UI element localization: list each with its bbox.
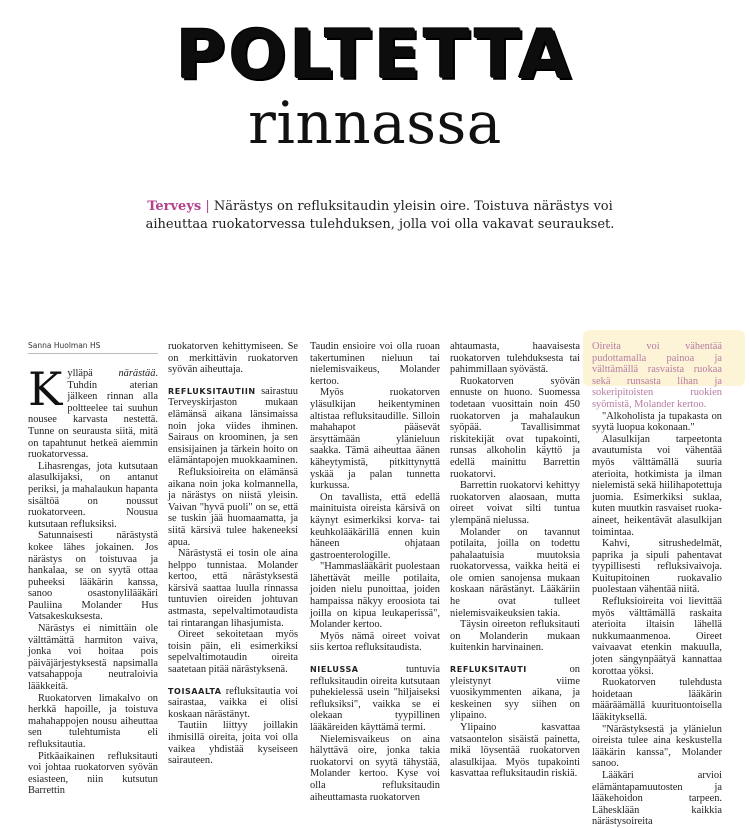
subheading: TOISAALTA bbox=[168, 686, 222, 696]
paragraph: Lihasrengas, jota kutsutaan alasulkijaksi, on antanut periksi, ja mahalaukun hapanta sisältöä on noussut ruokatorveen. Nousua kutsutaan refluksiksi. bbox=[28, 460, 158, 530]
paragraph: Nielemisvaikeus on aina hälyttävä oire, jonka takia ruokatorvi on syytä tähystää, Molander kertoo. Kyse voi olla refluksitaudin aiheuttamasta ruokatorven bbox=[310, 733, 440, 803]
lead-paragraph bbox=[120, 198, 640, 234]
headline-top-text: POLTETTA bbox=[175, 16, 575, 95]
text-run: sairastuu Terveyskirjaston mukaan elämänsä aikana länsimaissa noin joka viides ihminen. Sairaus on kroominen, ja sen ensisijainen ja tärkein hoito on elämäntapojen muokkaaminen. bbox=[168, 385, 298, 467]
paragraph bbox=[168, 386, 298, 467]
paragraph bbox=[28, 362, 158, 461]
drop-cap: K bbox=[28, 362, 63, 416]
paragraph: Refluksioireita on elämänsä aikana noin joka kolmannella, ja närästys on niistä yleisin. Vaivan "hyvä puoli" on se, että se tuskin jää huomaamatta, ja siitä kärsivä tulee hakeneeksi apua. bbox=[168, 466, 298, 548]
column-1 bbox=[28, 362, 158, 797]
text-run: on yleistynyt viime vuosikymmenten aikana, ja keskeinen syy siihen on ylipaino. bbox=[450, 664, 580, 722]
subheading: REFLUKSITAUTI bbox=[450, 665, 527, 675]
italic-word: närästää bbox=[118, 368, 156, 379]
lead-text: Närästys on refluksitaudin yleisin oire. Toistuva närästys voi aiheuttaa ruokatorvessa tulehduksen, jolla voi olla vakavat seuraukset. bbox=[145, 199, 615, 232]
column-2 bbox=[168, 341, 298, 767]
text-run: . Tuhdin aterian jälkeen rinnan alla poltteelee tai suuhun nousee karvasta nestettä. Tunne on seurausta siitä, mitä on tapahtunut hetkeä aiemmin ruokatorvessa. bbox=[28, 368, 158, 461]
column-5 bbox=[592, 341, 722, 828]
paragraph: Tautiin liittyy joillakin ihmisillä oireita, joita voi olla vaikea yhdistää kyseiseen sairauteen. bbox=[168, 720, 298, 767]
paragraph: Ruokatorven syövän ennuste on huono. Suomessa todetaan vuosittain noin 450 ruokatorven ja mahalaukun syöpää. Tavallisimmat riskitekijät ovat tupakointi, runsas alkoholin käyttö ja edellä mainittu Barrettin ruokatorvi. bbox=[450, 375, 580, 480]
paragraph: Kahvi, sitrushedelmät, paprika ja sipuli pahentavat tyypillisesti refluksivaivoja. Kuitupitoinen ruokavalio puolestaan vähentää niitä. bbox=[592, 538, 722, 596]
subheading: REFLUKSITAUTIIN bbox=[168, 386, 256, 396]
paragraph: Refluksioireita voi lievittää myös välttämällä raskaita aterioita iltaisin lähellä nukkumaanmenoa. Oireet vaivaavat etenkin makuulla, joten sängynpäätyä kannattaa korottaa yöksi. bbox=[592, 596, 722, 677]
text-run: yllä bbox=[67, 368, 83, 379]
paragraph: Alasulkijan tarpeetonta avautumista voi vähentää myös välttämällä suuria aterioita, hotkimista ja ilman nielemistä sekä hiilihapotettuja juomia. Esimerkiksi suklaa, kuten muutkin rasvaiset ruoka-aineet, heikentävät alasulkijan toimintaa. bbox=[592, 433, 722, 538]
paragraph bbox=[168, 686, 298, 721]
paragraph: "Alkoholista ja tupakasta on syytä luopua kokonaan." bbox=[592, 410, 722, 434]
paragraph: Taudin ensioire voi olla ruoan takertuminen nieluun tai nielemisvaikeus, Molander kertoo. bbox=[310, 341, 440, 387]
paragraph: ruokatorven kehittymiseen. Se on merkittävin ruokatorven syövän aiheuttaja. bbox=[168, 341, 298, 376]
paragraph: Täysin oireeton refluksitauti on Molanderin mukaan kuitenkin harvinainen. bbox=[450, 619, 580, 654]
paragraph bbox=[450, 664, 580, 722]
text-run: refluksitautia voi sairastaa, vaikka ei olisi koskaan närästänyt. bbox=[168, 685, 298, 720]
text-run: tuntuvia refluksitaudin oireita kutsutaan puhekielessä usein "hiljaiseksi refluksiksi", vaikka se ei olekaan tyypillinen lääkäreiden käyttämä termi. bbox=[310, 664, 440, 733]
headline-top bbox=[0, 16, 750, 95]
paragraph: ahtaumasta, haavaisesta ruokatorven tulehduksesta tai pahimmillaan syövästä. bbox=[450, 341, 580, 376]
text-run: pä bbox=[82, 368, 119, 379]
paragraph: Oireet sekoitetaan myös toisin päin, eli esimerkiksi sepelvaltimotaudin oireita saatetaan pitää närästyksenä. bbox=[168, 629, 298, 676]
paragraph: Myös ruokatorven yläsulkijan heikentyminen altistaa refluksitaudille. Silloin mahahapot pääsevät ärsyttämään ylänieluun saakka. Tämä aiheuttaa äänen käheytymistä, pitkittynyttä yskää ja palan tunnetta kurkussa. bbox=[310, 387, 440, 492]
paragraph: "Närästyksestä ja ylänielun oireista tulee aina keskustella lääkärin kanssa", Molander sanoo. bbox=[592, 723, 722, 770]
paragraph: Ruokatorven tulehdusta hoidetaan lääkärin määräämällä kuurituontoisella lääkityksellä. bbox=[592, 677, 722, 723]
paragraph: Närästystä ei tosin ole aina helppo tunnistaa. Molander kertoo, että närästyksestä kärsivä saattaa luulla rinnassa tuntuvien oireiden johtuvan astmasta, sepelvaltimotaudista tai rintarangan lihasjumista. bbox=[168, 548, 298, 629]
highlighted-paragraph: Oireita voi vähentää pudottamalla painoa ja välttämällä rasvaista ruokaa sekä runsasta lihan ja sokeripitoisten ruokien syömistä, Molander kertoo. bbox=[592, 341, 722, 410]
paragraph: On tavallista, että edellä mainituista oireista kärsivä on käynyt esimerkiksi korva- tai keuhkolääkärillä ennen kuin häneen ohjataan gastroenterologille. bbox=[310, 491, 440, 561]
paragraph: Myös nämä oireet voivat siis kertoa refluksitaudista. bbox=[310, 630, 440, 654]
paragraph: Närästys ei nimittäin ole välttämättä harmiton vaiva, jonka voi hoitaa pois päiväjärjestyksestä napsimalla vatsahappoja neutraloivia lääkkeitä. bbox=[28, 623, 158, 693]
paragraph: Ruokatorven limakalvo on herkkä hapoille, ja toistuva mahahappojen nousu aiheuttaa sen tulehtumista eli refluksitautia. bbox=[28, 692, 158, 750]
paragraph bbox=[310, 664, 440, 734]
paragraph: Barrettin ruokatorvi kehittyy ruokatorven alaosaan, mutta oireet voivat silti tuntua ylempänä nielussa. bbox=[450, 480, 580, 526]
column-3 bbox=[310, 341, 440, 803]
paragraph: "Hammaslääkärit puolestaan lähettävät meille potilaita, joiden nielu punoittaa, joiden hampaissa näkyy eroosiota tai joilla on kipua leukaperissä", Molander kertoo. bbox=[310, 561, 440, 631]
subheading: NIELUSSA bbox=[310, 665, 359, 675]
section-kicker: Terveys bbox=[147, 199, 202, 214]
kicker-separator: | bbox=[205, 199, 210, 214]
paragraph: Lääkäri arvioi elämäntapamuutosten ja lääkehoidon tarpeen. Lähesklään kaikkia närästysoireita bbox=[592, 769, 722, 828]
headline-bottom: rinnassa bbox=[248, 89, 502, 157]
paragraph: Pitkäaikainen refluksitauti voi johtaa ruokatorven syövän esiasteen, niin kutsutun Barrettin bbox=[28, 750, 158, 797]
byline: Sanna Huolman HS bbox=[28, 341, 158, 354]
paragraph: Ylipaino kasvattaa vatsaontelon sisäistä painetta, mikä löysentää ruokatorven alasulkijaa. Myös tupakointi kasvattaa refluksitaudin riskiä. bbox=[450, 722, 580, 780]
paragraph: Satunnaisesti närästystä kokee lähes jokainen. Jos närästys on toistuvaa ja hankalaa, se on syytä ottaa puheeksi lääkärin kanssa, sanoo osastonylilääkäri Pauliina Molander Hus Vatsakeskuksesta. bbox=[28, 530, 158, 623]
paragraph: Molander on tavannut potilaita, joilla on todettu pahalaatuisia muutoksia ruokatorvessa, vaikka heitä ei ole omien sanojensa mukaan koskaan närästänyt. Lääkäriin he ovat tulleet nielemisvaikeuksien takia. bbox=[450, 526, 580, 619]
column-4 bbox=[450, 341, 580, 780]
